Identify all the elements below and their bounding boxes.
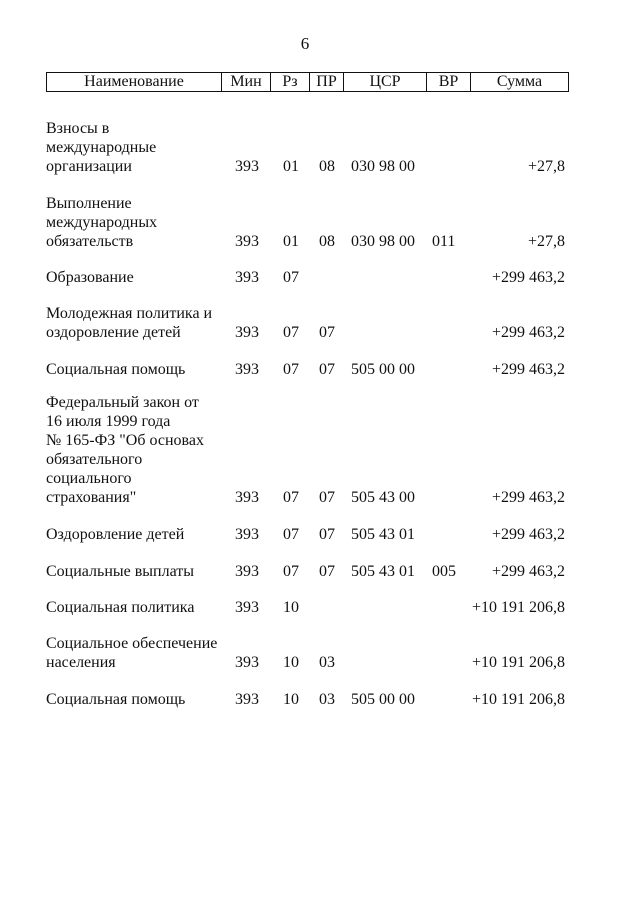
row-pr: 07 [319,563,335,580]
row-min: 393 [235,654,259,671]
row-name-line: организации [46,158,132,175]
row-name-line: населения [46,654,116,671]
row-min: 393 [235,269,259,286]
row-name [46,690,231,709]
row-name-line: Оздоровление детей [46,526,185,543]
table-row [0,268,640,287]
row-min: 393 [235,489,259,506]
table-row [0,690,640,709]
row-csr: 505 00 00 [351,691,415,708]
row-name [46,360,231,379]
row-min: 393 [235,599,259,616]
row-csr: 505 43 01 [351,563,415,580]
row-name-line: Социальная помощь [46,361,186,378]
row-name-line: Образование [46,269,134,286]
table-row [0,525,640,544]
row-name [46,634,231,672]
row-min: 393 [235,691,259,708]
row-csr: 030 98 00 [351,233,415,250]
row-pr: 08 [319,158,335,175]
row-name-line: Выполнение [46,195,132,212]
row-name-line: № 165-ФЗ "Об основах [46,432,204,449]
row-name-line: социального [46,470,132,487]
row-pr: 08 [319,233,335,250]
header-name: Наименование [47,73,222,92]
row-sum: +299 463,2 [491,526,565,543]
header-csr: ЦСР [344,73,427,92]
row-name-line: оздоровление детей [46,324,181,341]
row-sum: +10 191 206,8 [471,599,565,616]
row-name [46,562,231,581]
row-name-line: международные [46,139,157,156]
row-name-line: международных [46,214,158,231]
table-row [0,598,640,617]
row-min: 393 [235,158,259,175]
row-pr: 03 [319,654,335,671]
row-pr: 07 [319,324,335,341]
row-rz: 01 [283,158,299,175]
row-pr: 07 [319,361,335,378]
row-sum: +299 463,2 [491,489,565,506]
row-csr: 505 43 00 [351,489,415,506]
header-min: Мин [222,73,271,92]
row-name-line: Социальные выплаты [46,563,195,580]
row-rz: 10 [283,654,299,671]
row-pr: 07 [319,526,335,543]
table-row [0,562,640,581]
row-name-line: страхования" [46,489,137,506]
row-min: 393 [235,233,259,250]
header-pr: ПР [310,73,344,92]
row-name-line: Социальная политика [46,599,195,616]
page-number: 6 [300,34,310,53]
row-csr: 030 98 00 [351,158,415,175]
row-min: 393 [235,324,259,341]
table-row [0,393,640,507]
row-name [46,525,231,544]
row-min: 393 [235,361,259,378]
header-rz: Рз [271,73,310,92]
row-csr: 505 00 00 [351,361,415,378]
row-sum: +10 191 206,8 [471,691,565,708]
row-sum: +299 463,2 [491,563,565,580]
table-row [0,304,640,342]
table-row [0,119,640,176]
row-name-line: обязательного [46,451,143,468]
row-name [46,119,231,176]
table-row [0,360,640,379]
table-row [0,194,640,251]
row-name-line: 16 июля 1999 года [46,413,171,430]
row-pr: 07 [319,489,335,506]
row-name [46,598,231,617]
row-rz: 10 [283,599,299,616]
row-vr: 005 [432,563,456,580]
row-rz: 07 [283,269,299,286]
row-name [46,393,231,507]
row-min: 393 [235,563,259,580]
row-name-line: Социальное обеспечение [46,635,218,652]
row-sum: +27,8 [527,158,565,175]
row-rz: 07 [283,361,299,378]
row-rz: 10 [283,691,299,708]
row-sum: +299 463,2 [491,324,565,341]
row-name-line: обязательств [46,233,134,250]
row-min: 393 [235,526,259,543]
row-csr: 505 43 01 [351,526,415,543]
row-sum: +299 463,2 [491,269,565,286]
row-rz: 01 [283,233,299,250]
row-sum: +27,8 [527,233,565,250]
row-name-line: Социальная помощь [46,691,186,708]
row-rz: 07 [283,324,299,341]
row-name [46,194,231,251]
row-rz: 07 [283,489,299,506]
table-header [46,72,569,92]
header-vr: ВР [427,73,471,92]
row-name-line: Молодежная политика и [46,305,213,322]
header-sum: Сумма [471,73,569,92]
table-row [0,634,640,672]
row-name [46,304,231,342]
row-rz: 07 [283,526,299,543]
row-name [46,268,231,287]
row-rz: 07 [283,563,299,580]
row-vr: 011 [432,233,456,250]
row-sum: +10 191 206,8 [471,654,565,671]
row-name-line: Взносы в [46,120,110,137]
row-sum: +299 463,2 [491,361,565,378]
row-name-line: Федеральный закон от [46,394,199,411]
row-pr: 03 [319,691,335,708]
